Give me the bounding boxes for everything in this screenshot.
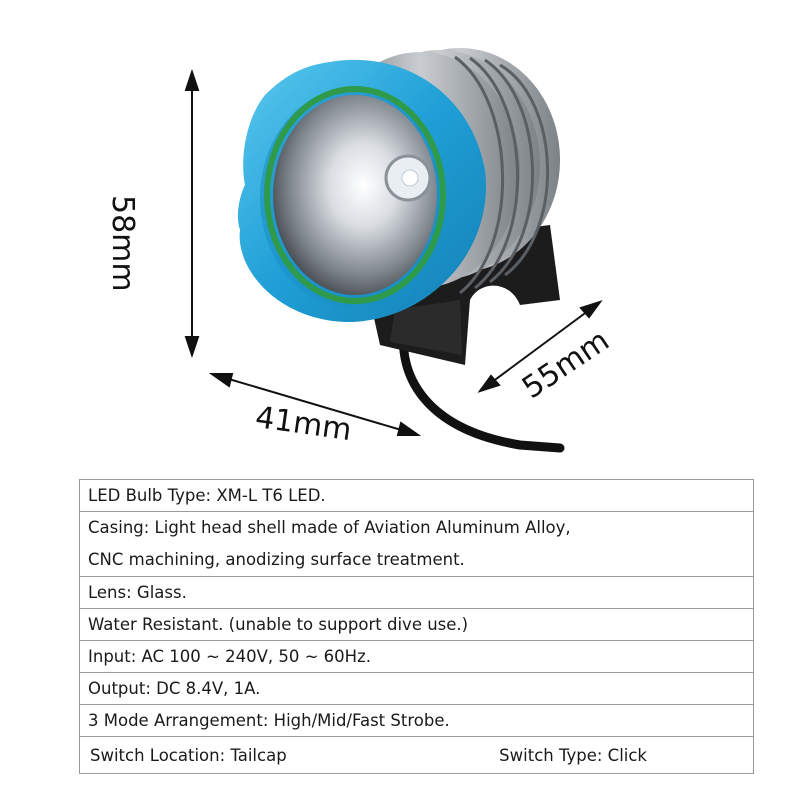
depth-dimension-label: 55mm: [516, 322, 616, 407]
spec-row-lens: [80, 577, 754, 609]
spec-switch-location: Switch Location: Tailcap: [90, 745, 287, 765]
spec-row-switch: [80, 737, 754, 774]
spec-row-output: [80, 673, 754, 705]
spec-casing-line2: CNC machining, anodizing surface treatment.: [88, 550, 465, 569]
width-dimension-label: 41mm: [253, 400, 354, 449]
spec-row-casing: [80, 512, 754, 577]
spec-modes: 3 Mode Arrangement: High/Mid/Fast Strobe.: [80, 705, 754, 737]
spec-lens: Lens: Glass.: [80, 577, 754, 609]
spec-row-water: [80, 609, 754, 641]
spec-led: LED Bulb Type: XM-L T6 LED.: [80, 480, 754, 512]
spec-row-led: [80, 480, 754, 512]
spec-water: Water Resistant. (unable to support dive use.): [80, 609, 754, 641]
spec-switch-type: Switch Type: Click: [499, 745, 647, 765]
spec-row-input: [80, 641, 754, 673]
spec-table: [79, 479, 754, 774]
spec-input: Input: AC 100 ~ 240V, 50 ~ 60Hz.: [80, 641, 754, 673]
spec-casing-line1: Casing: Light head shell made of Aviation Aluminum Alloy,: [88, 518, 571, 537]
height-dimension-label: 58mm: [105, 195, 140, 292]
spec-switch: [80, 737, 754, 774]
spec-row-modes: [80, 705, 754, 737]
spec-output: Output: DC 8.4V, 1A.: [80, 673, 754, 705]
spec-casing: [80, 512, 754, 577]
